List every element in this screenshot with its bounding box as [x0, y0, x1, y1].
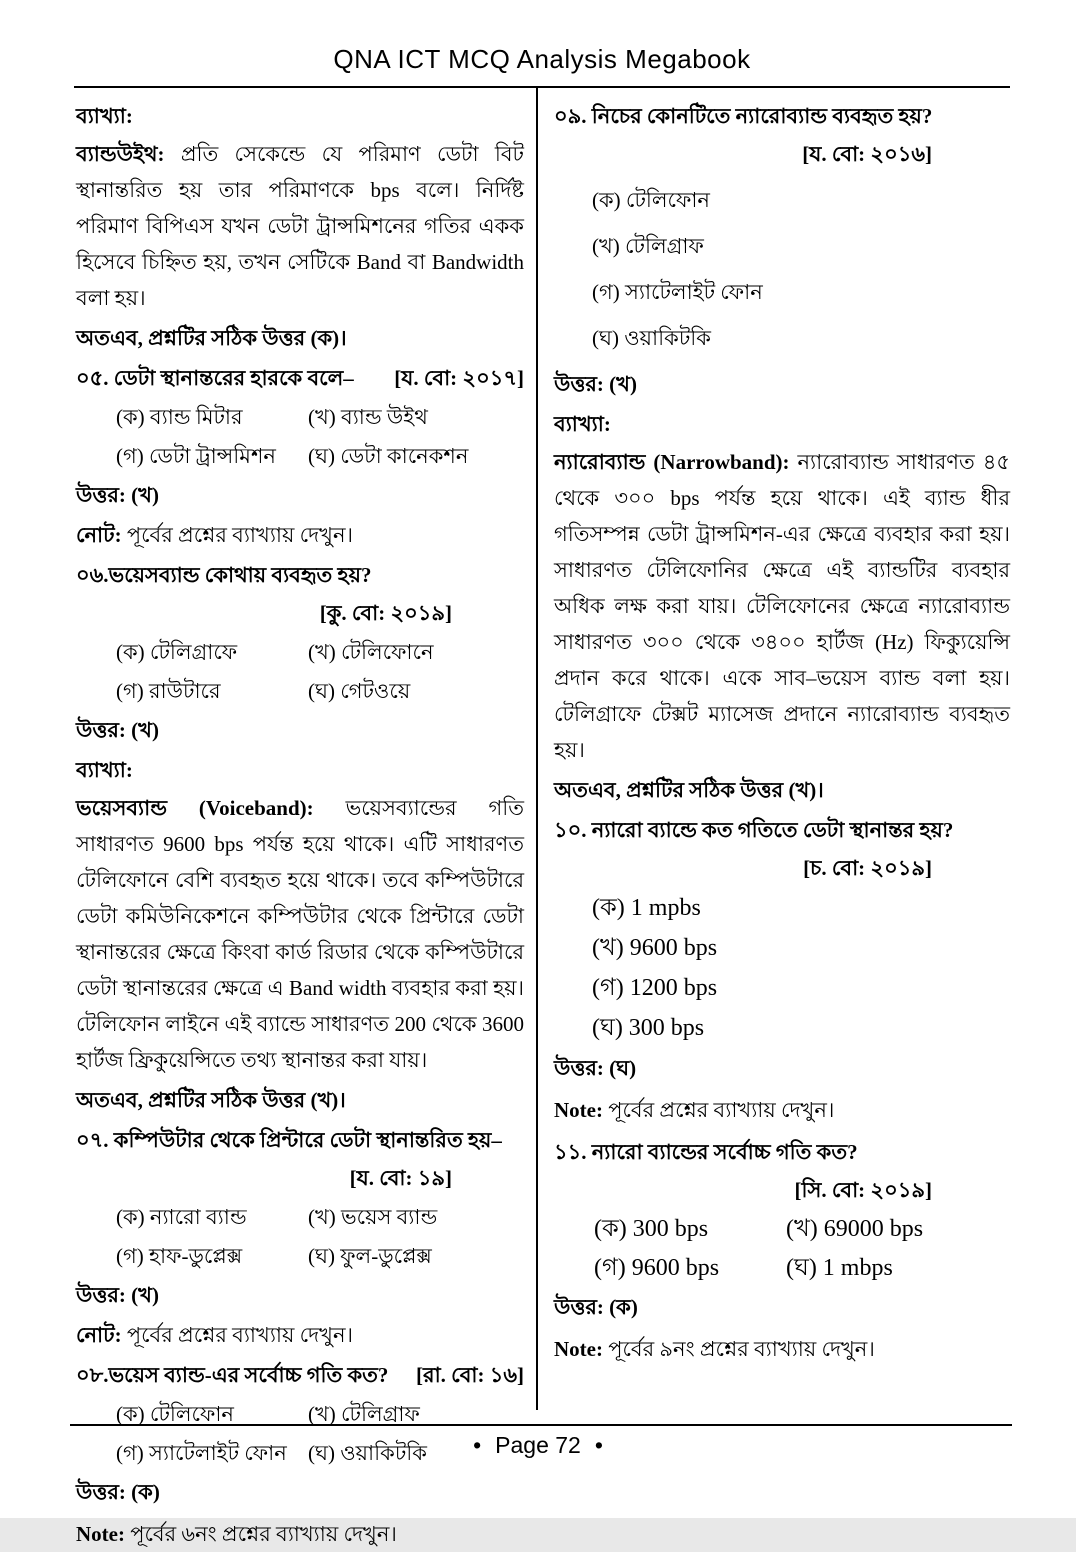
option: (ঘ) 1 mbps — [786, 1255, 893, 1281]
note-text — [76, 1516, 524, 1552]
note-text — [76, 517, 524, 553]
question-07: ০৭. কম্পিউটার থেকে প্রিন্টারে ডেটা স্থানান্তরিত হয়– — [76, 1128, 502, 1152]
board-tag: [য. বো: ১৯] — [349, 1166, 452, 1190]
note-body: পূর্বের প্রশ্নের ব্যাখ্যায় দেখুন। — [121, 523, 354, 547]
option: (ক) 1 mpbs — [592, 895, 701, 921]
note-lead: Note: — [554, 1098, 603, 1122]
option: (ঘ) 300 bps — [592, 1015, 705, 1041]
option: (ক) টেলিগ্রাফে — [116, 640, 238, 664]
option-row — [76, 634, 524, 670]
page-number: Page 72 — [495, 1432, 581, 1458]
note-text — [554, 1331, 1010, 1367]
option: (গ) ডেটা ট্রান্সমিশন — [116, 444, 276, 468]
question-06: ০৬.ভয়েসব্যান্ড কোথায় ব্যবহৃত হয়? — [76, 563, 372, 587]
answer-text: উত্তর: (ক) — [76, 1480, 160, 1504]
paragraph-text: প্রতি সেকেন্ডে যে পরিমাণ ডেটা বিট স্থানান্তরিত হয় তার পরিমাণকে bps বলে। নির্দিষ্ট পরিমাণ বিপিএস যখন ডেটা ট্রান্সমিশনের গতির একক হিসেবে চিহ্নিত হয়, তখন সেটিকে Band বা Bandwidth বলা হয়। — [76, 142, 524, 310]
option: (খ) টেলিগ্রাফ — [592, 234, 704, 258]
answer-text: উত্তর: (ঘ) — [554, 1056, 637, 1080]
option: (খ) ভয়েস ব্যান্ড — [308, 1205, 438, 1229]
option: (ক) টেলিফোন — [592, 188, 710, 212]
option: (ঘ) ওয়াকিটকি — [308, 1441, 427, 1465]
option: (গ) 9600 bps — [594, 1255, 720, 1281]
board-tag: [রা. বো: ১৬] — [416, 1363, 524, 1387]
note-lead: Note: — [554, 1337, 603, 1361]
option-row — [554, 1211, 1010, 1247]
conclusion-text: অতএব, প্রশ্নটির সঠিক উত্তর (খ)। — [554, 778, 824, 802]
board-tag: [কু. বো: ২০১৯] — [319, 601, 452, 625]
board-tag: [য. বো: ২০১৭] — [394, 366, 524, 390]
option-row — [76, 673, 524, 709]
option: (ক) ন্যারো ব্যান্ড — [116, 1205, 247, 1229]
explanation-paragraph — [76, 136, 524, 316]
note-lead: Note: — [76, 1522, 125, 1546]
conclusion-text: অতএব, প্রশ্নটির সঠিক উত্তর (খ)। — [76, 1088, 346, 1112]
note-text — [554, 1092, 1010, 1128]
question-05 — [76, 360, 524, 396]
note-lead: নোট: — [76, 1323, 122, 1347]
option: (খ) 69000 bps — [786, 1216, 924, 1242]
option-row — [76, 1199, 524, 1235]
option: (খ) টেলিফোনে — [308, 640, 434, 664]
option: (খ) ব্যান্ড উইথ — [308, 405, 428, 429]
option: (ক) 300 bps — [594, 1216, 709, 1242]
option: (ঘ) গেটওয়ে — [308, 679, 411, 703]
explanation-heading: ব্যাখ্যা: — [554, 412, 611, 436]
explanation-heading: ব্যাখ্যা: — [76, 104, 133, 128]
question-title: ০৮.ভয়েস ব্যান্ড-এর সর্বোচ্চ গতি কত? — [76, 1363, 389, 1387]
option: (গ) হাফ-ডুপ্লেক্স — [116, 1244, 243, 1268]
option-row — [76, 1238, 524, 1274]
note-text — [76, 1317, 524, 1353]
board-tag: [চ. বো: ২০১৯] — [803, 856, 932, 880]
footer-bullet-right: • — [594, 1432, 603, 1458]
option-row — [76, 438, 524, 474]
paragraph-text: ভয়েসব্যান্ডের গতি সাধারণত 9600 bps পর্যন্ত হয়ে থাকে। এটি সাধারণত টেলিফোনে বেশি ব্যবহৃত হয়ে থাকে। তবে কম্পিউটারে ডেটা কমিউনিকেশনে কম্পিউটার থেকে প্রিন্টারে ডেটা স্থানান্তরের ক্ষেত্রে কিংবা কার্ড রিডার থেকে কম্পিউটারে ডেটা স্থানান্তরের ক্ষেত্রে এ Band width ব্যবহার করা হয়। টেলিফোন লাইনে এই ব্যান্ডে সাধারণত 200 থেকে 3600 হার্টজ ফ্রিকুয়েন্সিতে তথ্য স্থানান্তর করা যায়। — [76, 796, 524, 1072]
right-column — [538, 88, 1010, 1410]
page-footer — [0, 1432, 1076, 1459]
option-row — [76, 1396, 524, 1432]
question-09: ০৯. নিচের কোনটিতে ন্যারোব্যান্ড ব্যবহৃত হয়? — [554, 104, 933, 128]
conclusion-text: অতএব, প্রশ্নটির সঠিক উত্তর (ক)। — [76, 326, 347, 350]
option: (গ) 1200 bps — [592, 975, 718, 1001]
question-11: ১১. ন্যারো ব্যান্ডের সর্বোচ্চ গতি কত? — [554, 1140, 858, 1164]
question-title: ০৫. ডেটা স্থানান্তরের হারকে বলে– — [76, 366, 354, 390]
explanation-heading: ব্যাখ্যা: — [76, 758, 133, 782]
paragraph-lead: ভয়েসব্যান্ড (Voiceband): — [76, 796, 314, 820]
option-list — [554, 182, 1010, 356]
option: (খ) 9600 bps — [592, 935, 718, 961]
answer-text: উত্তর: (খ) — [76, 1283, 159, 1307]
board-tag: [সি. বো: ২০১৯] — [794, 1178, 932, 1202]
option: (ক) টেলিফোন — [116, 1402, 234, 1426]
explanation-paragraph — [554, 444, 1010, 768]
page-title: QNA ICT MCQ Analysis Megabook — [333, 44, 751, 74]
note-body: পূর্বের ৬নং প্রশ্নের ব্যাখ্যায় দেখুন। — [124, 1522, 397, 1546]
note-body: পূর্বের প্রশ্নের ব্যাখ্যায় দেখুন। — [602, 1098, 835, 1122]
question-10: ১০. ন্যারো ব্যান্ডে কত গতিতে ডেটা স্থানান্তর হয়? — [554, 818, 954, 842]
note-body: পূর্বের ৯নং প্রশ্নের ব্যাখ্যায় দেখুন। — [602, 1337, 875, 1361]
option: (ঘ) ফুল-ডুপ্লেক্স — [308, 1244, 432, 1268]
explanation-paragraph — [76, 790, 524, 1078]
answer-text: উত্তর: (খ) — [554, 372, 637, 396]
footer-divider — [70, 1424, 1012, 1426]
option: (গ) স্যাটেলাইট ফোন — [592, 280, 763, 304]
answer-text: উত্তর: (খ) — [76, 718, 159, 742]
question-08 — [76, 1357, 524, 1393]
note-lead: নোট: — [76, 523, 122, 547]
board-tag: [য. বো: ২০১৬] — [802, 142, 932, 166]
paragraph-lead: ন্যারোব্যান্ড (Narrowband): — [554, 450, 790, 474]
option: (গ) রাউটারে — [116, 679, 221, 703]
note-body: পূর্বের প্রশ্নের ব্যাখ্যায় দেখুন। — [121, 1323, 354, 1347]
paragraph-text: ন্যারোব্যান্ড সাধারণত ৪৫ থেকে ৩০০ bps পর্যন্ত হয়ে থাকে। এই ব্যান্ড ধীর গতিসম্পন্ন ডেটা ট্রান্সমিশন-এর ক্ষেত্রে ব্যবহার করা হয়। সাধারণত টেলিফোনির ক্ষেত্রে এই ব্যান্ডটির ব্যবহার অধিক লক্ষ করা যায়। টেলিফোনের ক্ষেত্রে ন্যারোব্যান্ড সাধারণত ৩০০ থেকে ৩৪০০ হার্টজ (Hz) ফিক্যুয়েন্সি প্রদান করে থাকে। একে সাব–ভয়েস ব্যান্ড বলা হয়। টেলিগ্রাফে টেক্সট ম্যাসেজ প্রদানে ন্যারোব্যান্ড ব্যবহৃত হয়। — [554, 450, 1010, 762]
option: (গ) স্যাটেলাইট ফোন — [116, 1441, 287, 1465]
option: (ক) ব্যান্ড মিটার — [116, 405, 243, 429]
answer-text: উত্তর: (ক) — [554, 1295, 638, 1319]
footer-bullet-left: • — [473, 1432, 482, 1458]
paragraph-lead: ব্যান্ডউইথ: — [76, 142, 165, 166]
option-row — [554, 1250, 1010, 1286]
option-list — [554, 890, 1010, 1046]
answer-text: উত্তর: (খ) — [76, 483, 159, 507]
option: (ঘ) ডেটা কানেকশন — [308, 444, 469, 468]
option: (ঘ) ওয়াকিটকি — [592, 326, 711, 350]
option: (খ) টেলিগ্রাফ — [308, 1402, 420, 1426]
option-row — [76, 399, 524, 435]
